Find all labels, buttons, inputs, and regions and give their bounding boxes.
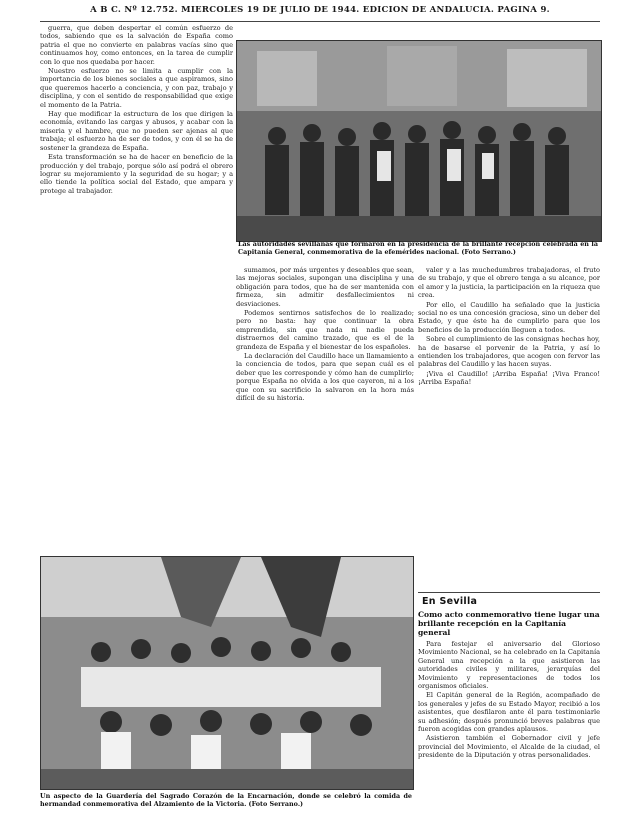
article-paragraph: Nuestro esfuerzo no se limita a cumplir con la importancia de los bienes sociales a que aspiramos, sino que queremos hacerlo a conciencia, y con paz, trabajo y disciplina, y con el sentido de responsabilidad que exige el momento de la Patria.: [40, 67, 233, 109]
article-paragraph: Por ello, el Caudillo ha señalado que la justicia social no es una concesión graciosa, sino un deber del Estado, y que éste ha de cumplirlo para que los beneficios de la producción lleguen a todos.: [418, 300, 600, 334]
article-paragraph: Asistieron también el Gobernador civil y jefe provincial del Movimiento, el Alcalde de la ciudad, el presidente de la Diputación y otras personalidades.: [418, 734, 600, 760]
photo-guarderia-caption: Un aspecto de la Guardería del Sagrado Corazón de la Encarnación, donde se celebró la comida de hermandad conmemorativa del Alzamiento de la Victoria. (Foto Serrano.): [40, 792, 412, 808]
section-subhead: Como acto conmemorativo tiene lugar una brillante recepción en la Capitanía general: [418, 610, 600, 637]
article-paragraph: Sobre el cumplimiento de las consignas hechas hoy, ha de basarse el porvenir de la Patria, y así lo entienden los trabajadores, que acogen con fervor las palabras del Caudillo y las hacen suyas.: [418, 335, 600, 369]
article-column-3: [418, 266, 600, 590]
photo-authorities-caption: Las autoridades sevillanas que formaron en la presidencia de la brillante recepción celebrada en la Capitanía General, conmemorativa de la efemérides nacional. (Foto Serrano.): [238, 240, 598, 256]
photo-guarderia-meal: [40, 556, 414, 790]
photo-guarderia-image: [41, 557, 413, 789]
article-paragraph: Podemos sentirnos satisfechos de lo realizado; pero no basta: hay que continuar la obra emprendida, sin que nada ni nadie pueda distraernos del camino trazado, que es el de la grandeza de España y el bienestar de los españoles.: [236, 309, 414, 351]
section-divider: [418, 592, 600, 593]
article-paragraph: El Capitán general de la Región, acompañado de los generales y jefes de su Estado Mayor, recibió a los asistentes, que desfilaron ante él para testimoniarle su adhesión; después pronunció breves palabras que fueron acogidas con grandes aplausos.: [418, 691, 600, 734]
section-title: En Sevilla: [422, 596, 478, 607]
photo-authorities-reception: [236, 40, 602, 242]
article-paragraph: Esta transformación se ha de hacer en beneficio de la producción y del trabajo, porque sólo así podrá el obrero lograr su mejoramiento y la seguridad de su hogar; y a ello tiende la política social del Estado, que ampara y protege al trabajador.: [40, 153, 233, 195]
article-column-1: [40, 24, 233, 552]
photo-authorities-image: [237, 41, 601, 241]
article-paragraph: Para festejar el aniversario del Glorioso Movimiento Nacional, se ha celebrado en la Capitanía General una recepción a la que asistieron las autoridades civiles y militares, jerarquías del Movimiento y representaciones de todos los organismos oficiales.: [418, 640, 600, 691]
article-paragraph: ¡Viva el Caudillo! ¡Arriba España! ¡Viva Franco! ¡Arriba España!: [418, 369, 600, 387]
article-paragraph: La declaración del Caudillo hace un llamamiento a la conciencia de todos, para que sepan cuál es el deber que les corresponde y cómo han de cumplirlo; porque España no olvida a los que cayeron, ni a los que con su sacrificio la salvaron en la hora más difícil de su historia.: [236, 352, 414, 403]
article-paragraph: Hay que modificar la estructura de los que dirigen la economía, evitando las cargas y abusos, y acabar con la miseria y el hambre, que no pueden ser ajenas al que trabaja; el esfuerzo ha de ser de todos, y con él se ha de sostener la grandeza de España.: [40, 110, 233, 152]
article-paragraph: guerra, que deben despertar el común esfuerzo de todos, sabiendo que es la salvación de España como patria el que no convierte en palabras vacías sino que continuamos hoy, como entonces, en la tarea de cumplir con lo que nos quedaba por hacer.: [40, 24, 233, 66]
page-header: A B C. Nº 12.752. MIERCOLES 19 DE JULIO DE 1944. EDICION DE ANDALUCIA. PAGINA 9.: [40, 5, 600, 22]
article-paragraph: sumamos, por más urgentes y deseables que sean, las mejoras sociales, supongan una disciplina y una obligación para todos, que ha de ser mantenida con firmeza, sin admitir desfallecimientos ni desviaciones.: [236, 266, 414, 308]
section-body: [418, 640, 600, 816]
article-column-2: [236, 266, 414, 562]
article-paragraph: valer y a las muchedumbres trabajadoras, el fruto de su trabajo, y que el obrero tenga a su alcance, por el amor y la justicia, la participación en la riqueza que crea.: [418, 266, 600, 300]
